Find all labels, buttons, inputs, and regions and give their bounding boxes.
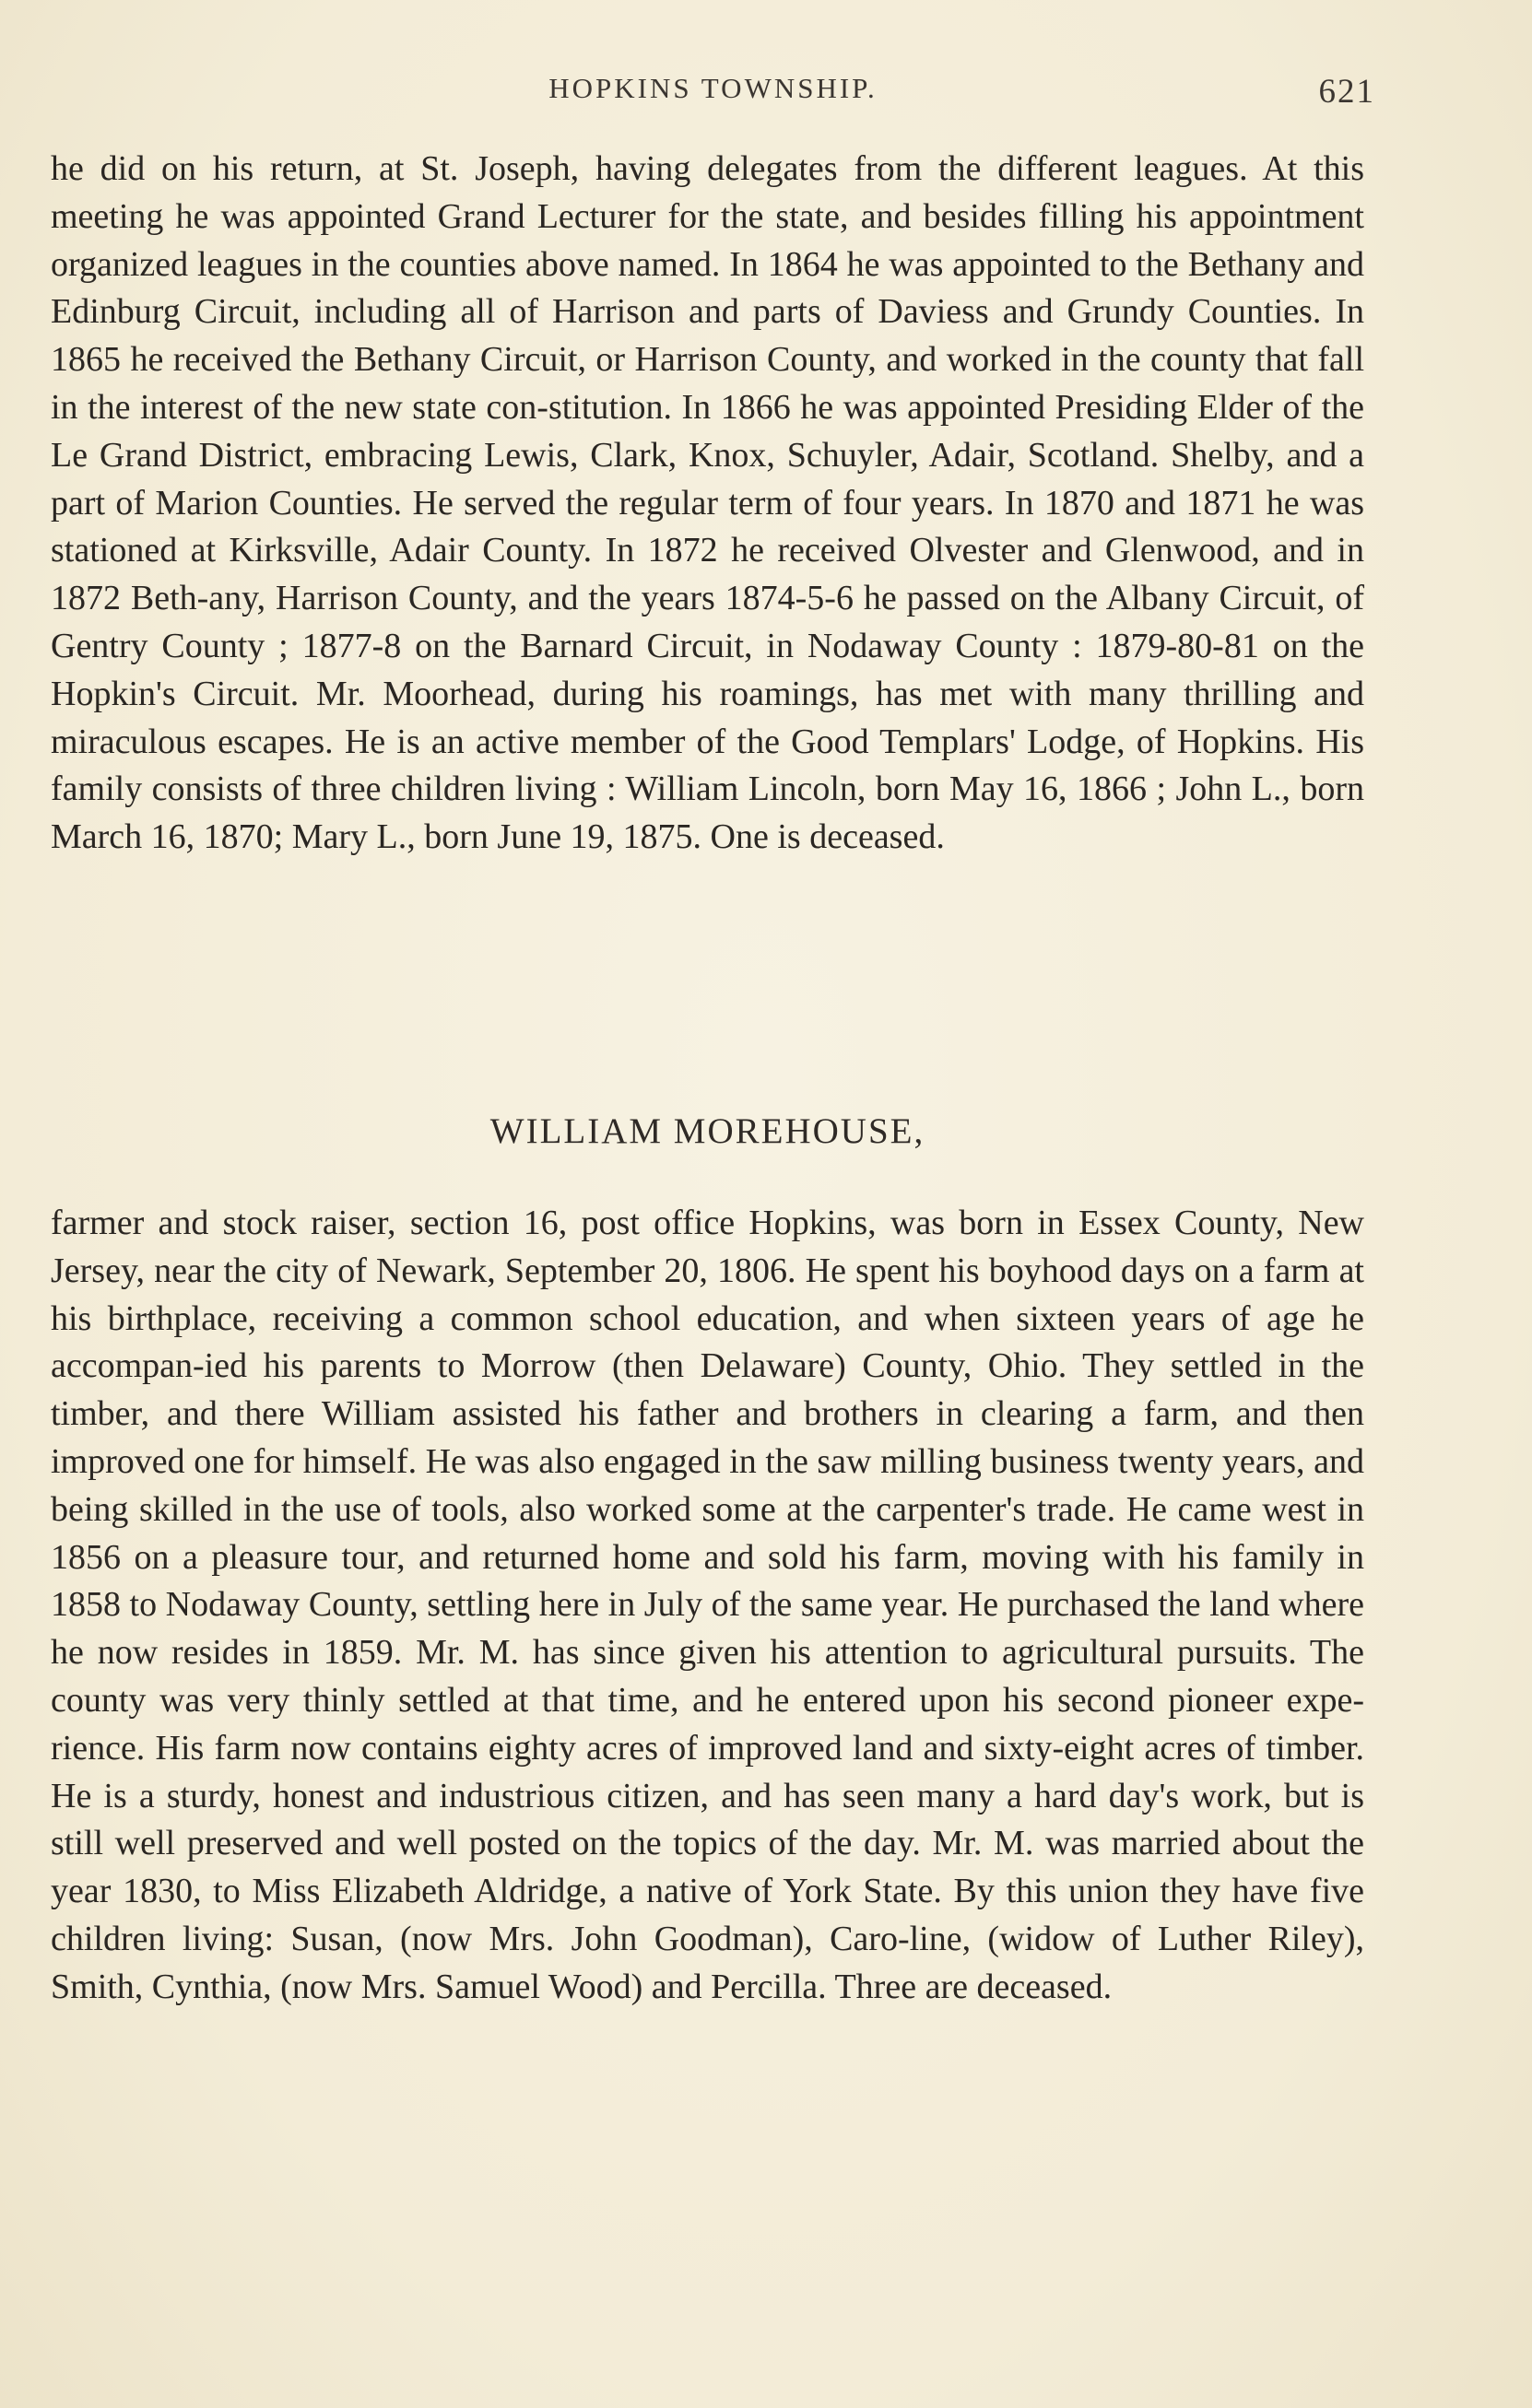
page-number: 621	[1318, 73, 1375, 111]
running-title: HOPKINS TOWNSHIP.	[548, 72, 878, 104]
biography-heading: WILLIAM MOREHOUSE,	[489, 1111, 925, 1151]
biography-paragraph: farmer and stock raiser, section 16, post office Hopkins, was born in Essex County, New Jersey, near the city of Newark, September 20, 1806. He spent his boyhood days on a farm at his birthplace, receiving a common school education, and when sixteen years of age he accompan-ied his parents to Morrow (then Delaware) County, Ohio. They settled in the timber, and there William assisted his father and brothers in clearing a farm, and then improved one for himself. He was also engaged in the saw milling business twenty years, and being skilled in the use of tools, also worked some at the carpenter's trade. He came west in 1856 on a pleasure tour, and returned home and sold his farm, moving with his family in 1858 to Nodaway County, settling here in July of the same year. He purchased the land where he now resides in 1859. Mr. M. has since given his attention to agricultural pursuits. The county was very thinly settled at that time, and he entered upon his second pioneer expe-rience. His farm now contains eighty acres of improved land and sixty-eight acres of timber. He is a sturdy, honest and industrious citizen, and has seen many a hard day's work, but is still well preserved and well posted on the topics of the day. Mr. M. was married about the year 1830, to Miss Elizabeth Aldridge, a native of York State. By this union they have five children living: Susan, (now Mrs. John Goodman), Caro-line, (widow of Luther Riley), Smith, Cynthia, (now Mrs. Samuel Wood) and Percilla. Three are deceased.	[51, 1204, 1364, 2006]
running-header	[51, 72, 1375, 118]
continuation-paragraph: he did on his return, at St. Joseph, having delegates from the different leagues. At this meeting he was appointed Grand Lecturer for the state, and besides filling his appointment organized leagues in the counties above named. In 1864 he was appointed to the Bethany and Edinburg Circuit, including all of Harrison and parts of Daviess and Grundy Counties. In 1865 he received the Bethany Circuit, or Harrison County, and worked in the county that fall in the interest of the new state con-stitution. In 1866 he was appointed Presiding Elder of the Le Grand District, embracing Lewis, Clark, Knox, Schuyler, Adair, Scotland. Shelby, and a part of Marion Counties. He served the regular term of four years. In 1870 and 1871 he was stationed at Kirksville, Adair County. In 1872 he received Olvester and Glenwood, and in 1872 Beth-any, Harrison County, and the years 1874-5-6 he passed on the Albany Circuit, of Gentry County ; 1877-8 on the Barnard Circuit, in Nodaway County : 1879-80-81 on the Hopkin's Circuit. Mr. Moorhead, during his roamings, has met with many thrilling and miraculous escapes. He is an active member of the Good Templars' Lodge, of Hopkins. His family consists of three children living : William Lincoln, born May 16, 1866 ; John L., born March 16, 1870; Mary L., born June 19, 1875. One is deceased.	[51, 149, 1364, 857]
